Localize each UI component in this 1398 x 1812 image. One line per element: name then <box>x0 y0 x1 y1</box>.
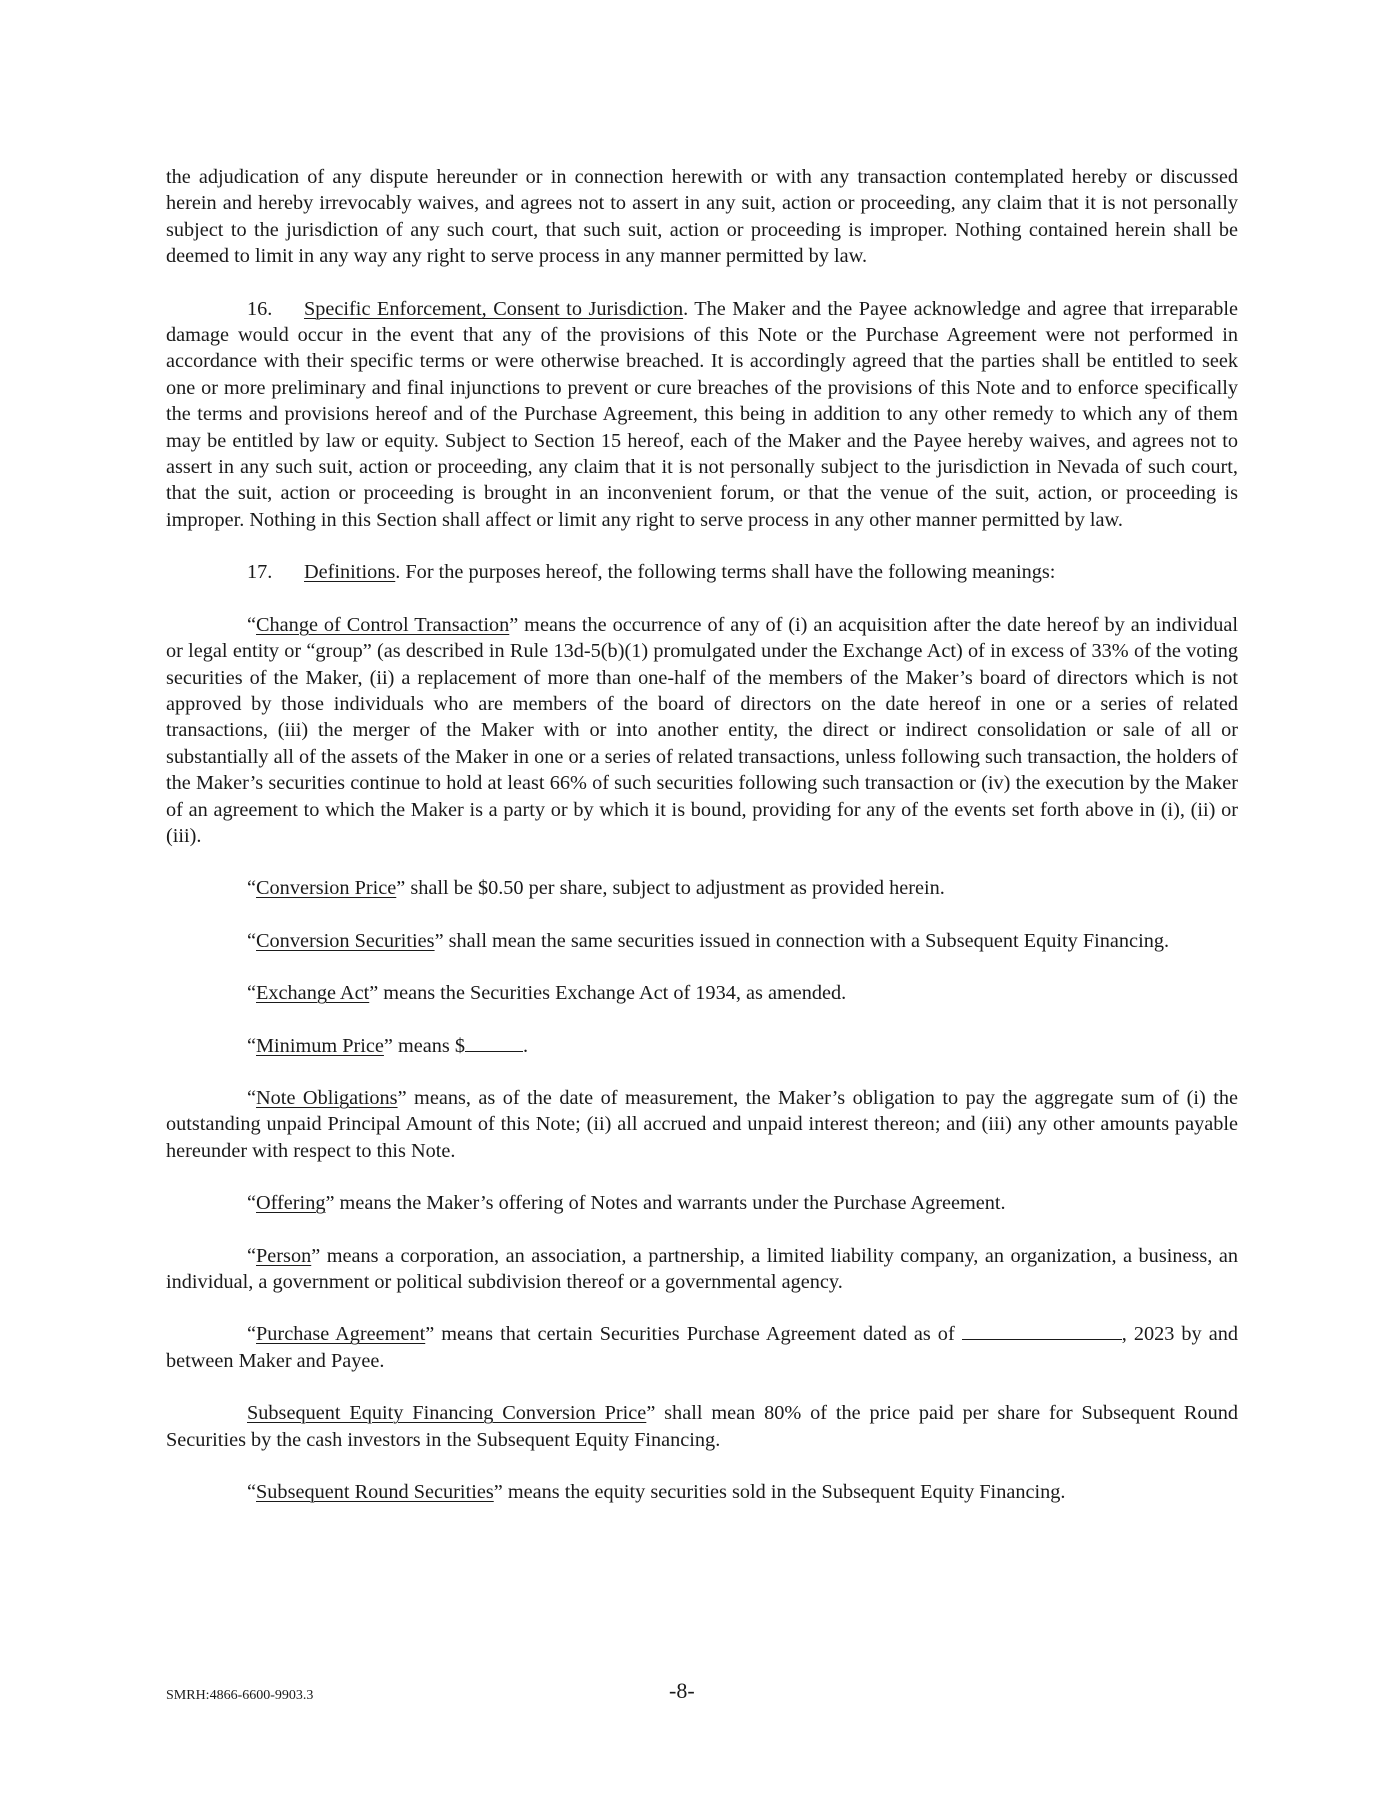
defined-term: Conversion Price <box>256 877 397 900</box>
open-quote: “ <box>247 1323 257 1346</box>
definition-end: . <box>523 1034 529 1057</box>
definition-subsequent-equity-price <box>166 1400 1238 1453</box>
document-id: SMRH:4866-6600-9903.3 <box>166 1688 314 1703</box>
defined-term: Note Obligations <box>256 1086 398 1109</box>
defined-term: Change of Control Transaction <box>256 613 510 636</box>
defined-term: Subsequent Equity Financing Conversion Price <box>247 1402 647 1425</box>
definition-exchange-act <box>166 980 1238 1006</box>
defined-term: Person <box>256 1244 312 1267</box>
document-body <box>166 164 1238 1531</box>
section-text: . For the purposes hereof, the following terms shall have the following meanings: <box>395 561 1056 584</box>
defined-term: Minimum Price <box>256 1034 384 1057</box>
definition-text: ” means, as of the date of measurement, the Maker’s obligation to pay the aggregate sum of (i) the outstanding unpaid Principal Amount of this Note; (ii) all accrued and unpaid interest thereon; and (iii) any other amounts payable hereunder with respect to this Note. <box>166 1086 1238 1162</box>
section-number: 17. <box>247 561 273 584</box>
open-quote: “ <box>247 613 257 636</box>
open-quote: “ <box>247 982 257 1005</box>
definition-change-of-control <box>166 612 1238 850</box>
definition-text: ” means the Securities Exchange Act of 1934, as amended. <box>369 982 847 1005</box>
section-16 <box>166 296 1238 534</box>
definition-text: ” means that certain Securities Purchase Agreement dated as of <box>425 1323 955 1346</box>
definition-conversion-price <box>166 875 1238 901</box>
definition-conversion-securities <box>166 928 1238 954</box>
definition-subsequent-round <box>166 1479 1238 1505</box>
open-quote: “ <box>247 929 257 952</box>
definition-text: ” means the equity securities sold in the Subsequent Equity Financing. <box>493 1481 1066 1504</box>
definition-note-obligations <box>166 1085 1238 1164</box>
definition-text: ” means a corporation, an association, a partnership, a limited liability company, an organization, a business, an individual, a government or political subdivision thereof or a governmental agency. <box>166 1244 1238 1293</box>
definition-text: ” means the occurrence of any of (i) an acquisition after the date hereof by an individual or legal entity or “group” (as described in Rule 13d-5(b)(1) promulgated under the Exchange Act) of in excess of 33% of the voting securities of the Maker, (ii) a replacement of more than one-half of the members of the Maker’s board of directors which is not approved by those individuals who are members of the board of directors on the date hereof in one or a series of related transactions, (iii) the merger of the Maker with or into another entity, the direct or indirect consolidation or sale of all or substantially all of the assets of the Maker in one or a series of related transactions, unless following such transaction, the holders of the Maker’s securities continue to hold at least 66% of such securities following such transaction or (iv) the execution by the Maker of an agreement to which the Maker is a party or by which it is bound, providing for any of the events set forth above in (i), (ii) or (iii). <box>166 613 1239 847</box>
definition-text: ” shall mean 80% of the price paid per share for Subsequent Round Securities by the cash investors in the Subsequent Equity Financing. <box>166 1402 1238 1451</box>
defined-term: Purchase Agreement <box>256 1323 426 1346</box>
section-text: . The Maker and the Payee acknowledge and agree that irreparable damage would occur in the event that any of the provisions of this Note or the Purchase Agreement were not performed in accordance with their specific terms or were otherwise breached. It is accordingly agreed that the parties shall be entitled to seek one or more preliminary and final injunctions to prevent or cure breaches of the provisions of this Note and to enforce specifically the terms and provisions hereof and of the Purchase Agreement, this being in addition to any other remedy to which any of them may be entitled by law or equity. Subject to Section 15 hereof, each of the Maker and the Payee hereby waives, and agrees not to assert in any such suit, action or proceeding, any claim that it is not personally subject to the jurisdiction in Nevada of such court, that the suit, action or proceeding is brought in an inconvenient forum, or that the venue of the suit, action, or proceeding is improper. Nothing in this Section shall affect or limit any right to serve process in any other manner permitted by law. <box>166 297 1238 531</box>
section-heading: Specific Enforcement, Consent to Jurisdiction <box>304 297 684 320</box>
definition-end: , 2023 by and between Maker and Payee. <box>166 1323 1238 1372</box>
section-17 <box>166 559 1238 585</box>
open-quote: “ <box>247 1086 257 1109</box>
definition-purchase-agreement <box>166 1321 1238 1374</box>
definition-text: ” means the Maker’s offering of Notes and warrants under the Purchase Agreement. <box>325 1192 1006 1215</box>
open-quote: “ <box>247 1244 257 1267</box>
open-quote: “ <box>247 1481 257 1504</box>
section-number: 16. <box>247 297 273 320</box>
blank-line <box>465 1033 523 1052</box>
definition-minimum-price <box>166 1033 1238 1059</box>
definition-text: ” means $ <box>383 1034 466 1057</box>
defined-term: Conversion Securities <box>256 929 435 952</box>
definition-person <box>166 1243 1238 1296</box>
defined-term: Subsequent Round Securities <box>256 1481 494 1504</box>
open-quote: “ <box>247 1034 257 1057</box>
paragraph-continuation: the adjudication of any dispute hereunder or in connection herewith or with any transaction contemplated hereby or discussed herein and hereby irrevocably waives, and agrees not to assert in any suit, action or proceeding, any claim that it is not personally subject to the jurisdiction of any such court, that such suit, action or proceeding is improper. Nothing contained herein shall be deemed to limit in any way any right to serve process in any manner permitted by law. <box>166 166 1238 268</box>
definition-offering <box>166 1190 1238 1216</box>
page-number: -8- <box>669 1678 695 1703</box>
section-heading: Definitions <box>304 561 396 584</box>
definition-text: ” shall mean the same securities issued in connection with a Subsequent Equity Financing. <box>434 929 1170 952</box>
blank-line <box>962 1321 1122 1340</box>
open-quote: “ <box>247 1192 257 1215</box>
defined-term: Exchange Act <box>256 982 370 1005</box>
open-quote: “ <box>247 877 257 900</box>
definition-text: ” shall be $0.50 per share, subject to adjustment as provided herein. <box>396 877 945 900</box>
defined-term: Offering <box>256 1192 326 1215</box>
